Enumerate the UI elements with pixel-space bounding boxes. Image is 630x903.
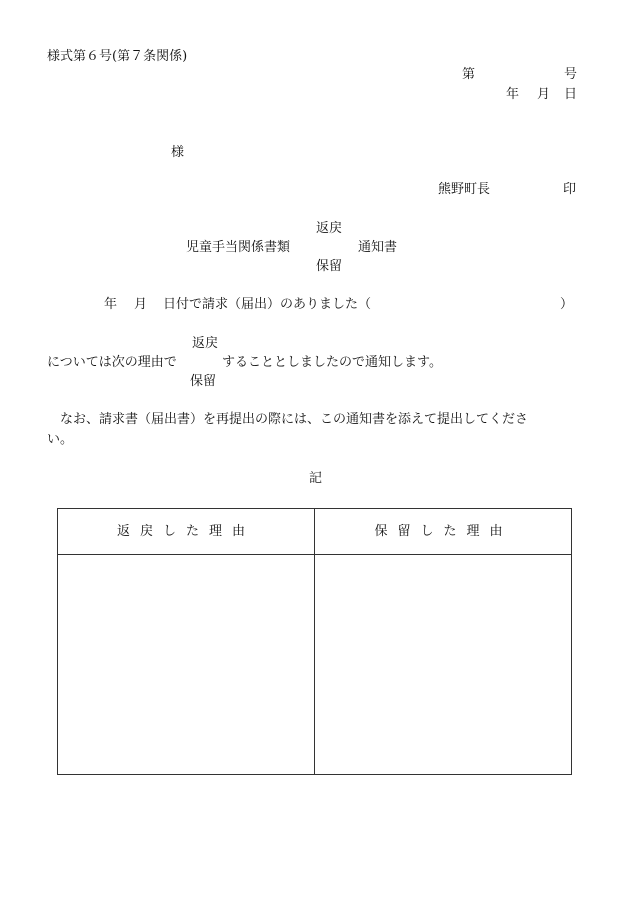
doc-number-prefix: 第 bbox=[462, 67, 476, 82]
body-year: 年 bbox=[104, 297, 118, 312]
hold-reason-cell[interactable] bbox=[315, 555, 572, 774]
seal-mark: 印 bbox=[563, 182, 577, 197]
note-line2: い。 bbox=[47, 432, 74, 447]
body-option-return: 返戻 bbox=[192, 336, 219, 351]
body-month: 月 bbox=[134, 297, 148, 312]
body-line1-close: ） bbox=[560, 297, 574, 312]
date-day: 日 bbox=[564, 87, 578, 102]
body-option-hold: 保留 bbox=[190, 374, 217, 389]
title-option-return: 返戻 bbox=[316, 221, 343, 236]
sender-name: 熊野町長 bbox=[438, 182, 491, 197]
body-line1-text: 日付で請求（届出）のありました（ bbox=[163, 297, 372, 312]
reasons-table bbox=[57, 508, 572, 775]
date-month: 月 bbox=[537, 87, 551, 102]
title-option-hold: 保留 bbox=[316, 259, 343, 274]
return-reason-cell[interactable] bbox=[58, 555, 314, 774]
header-return-reason: 返戻した理由 bbox=[116, 524, 255, 539]
title-main: 児童手当関係書類 bbox=[186, 240, 291, 255]
title-suffix: 通知書 bbox=[358, 240, 398, 255]
doc-number-suffix: 号 bbox=[564, 67, 578, 82]
body-line2-prefix: については次の理由で bbox=[47, 355, 177, 370]
date-year: 年 bbox=[506, 87, 520, 102]
addressee-suffix: 様 bbox=[171, 145, 185, 160]
body-line2-suffix: することとしましたので通知します。 bbox=[222, 355, 442, 370]
ki-heading: 記 bbox=[309, 471, 323, 486]
form-number: 様式第６号(第７条関係) bbox=[47, 49, 188, 64]
note-line1: なお、請求書（届出書）を再提出の際には、この通知書を添えて提出してくださ bbox=[60, 412, 529, 427]
header-hold-reason: 保留した理由 bbox=[374, 524, 513, 539]
